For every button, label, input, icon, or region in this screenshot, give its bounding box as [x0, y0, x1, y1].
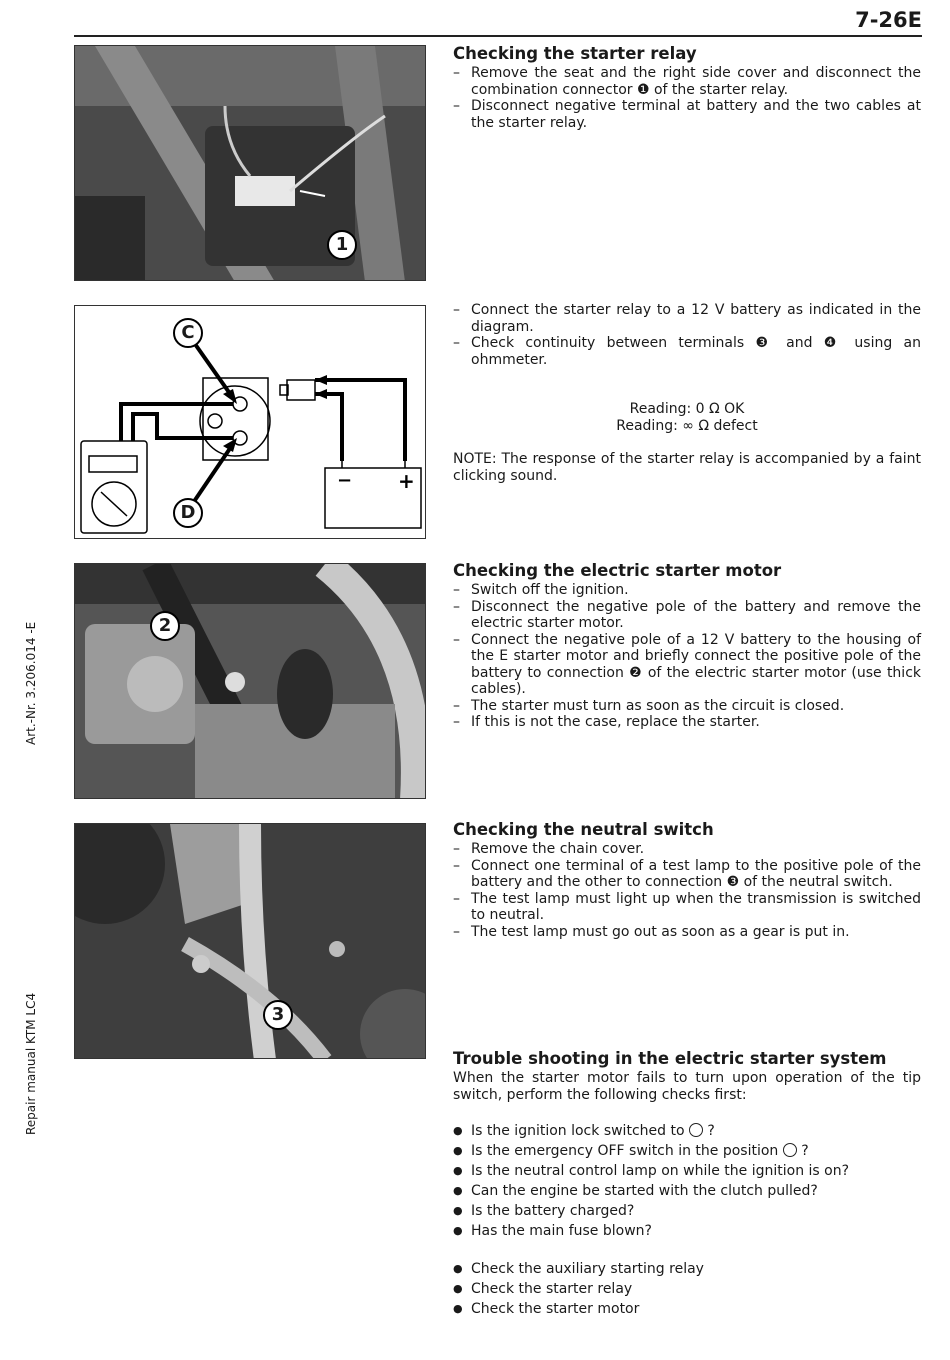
section-title: Checking the electric starter motor: [453, 561, 782, 580]
terminal-c-label: C: [173, 318, 203, 348]
minus-sign: −: [337, 470, 353, 491]
reading-defect: Reading: ∞ Ω defect: [616, 417, 758, 434]
step: – Check continuity between terminals ❸ and ❹ using an ohmmeter.: [453, 335, 921, 368]
callout-3: 3: [263, 1000, 293, 1030]
ignition-on-icon: [689, 1123, 703, 1137]
section-starter-motor: [453, 561, 921, 731]
check-item: ● Can the engine be started with the clutch pulled?: [453, 1183, 921, 1200]
top-rule: [74, 35, 922, 37]
section-title: Checking the starter relay: [453, 44, 697, 63]
check-item: ● Is the battery charged?: [453, 1203, 921, 1220]
step: – The starter must turn as soon as the circuit is closed.: [453, 698, 921, 715]
step: – Remove the seat and the right side cover and disconnect the combination connector ❶ of the starter relay.: [453, 65, 921, 98]
check-item: ● Is the neutral control lamp on while the ignition is on?: [453, 1163, 921, 1180]
terminal-d-label: D: [173, 498, 203, 528]
plus-sign: +: [398, 469, 415, 493]
step: – Switch off the ignition.: [453, 582, 921, 599]
manual-title: Repair manual KTM LC4: [24, 992, 38, 1135]
relay-wiring-diagram: [74, 305, 426, 539]
section-starter-relay: [453, 44, 921, 131]
section-trouble-shooting: [453, 1049, 921, 1321]
section-relay-test: [453, 302, 921, 484]
step: – The test lamp must go out as soon as a gear is put in.: [453, 924, 921, 941]
step: – Disconnect the negative pole of the battery and remove the electric starter motor.: [453, 599, 921, 632]
run-position-icon: [783, 1143, 797, 1157]
page-number: 7-26E: [855, 8, 922, 32]
reading-ok: Reading: 0 Ω OK: [629, 401, 745, 417]
further-check: ● Check the auxiliary starting relay: [453, 1261, 921, 1278]
section-title: Trouble shooting in the electric starter system: [453, 1049, 887, 1068]
step: – Remove the chain cover.: [453, 841, 921, 858]
further-check: ● Check the starter relay: [453, 1281, 921, 1298]
step: – Connect the starter relay to a 12 V battery as indicated in the diagram.: [453, 302, 921, 335]
step: – Connect the negative pole of a 12 V battery to the housing of the E starter motor and briefly connect the positive pole of the battery to connection ❷ of the electric starter motor (use thick cables).: [453, 632, 921, 698]
section-title: Checking the neutral switch: [453, 820, 714, 839]
check-item: ● Is the emergency OFF switch in the position ?: [453, 1143, 921, 1160]
callout-1: 1: [327, 230, 357, 260]
step: – Connect one terminal of a test lamp to the positive pole of the battery and the other to connection ❸ of the neutral switch.: [453, 858, 921, 891]
further-check: ● Check the starter motor: [453, 1301, 921, 1318]
starter-motor-photo: [74, 563, 426, 799]
section-neutral-switch: [453, 820, 921, 940]
article-number: Art.-Nr. 3.206.014 -E: [24, 621, 38, 745]
step: – Disconnect negative terminal at battery and the two cables at the starter relay.: [453, 98, 921, 131]
note: NOTE: The response of the starter relay is accompanied by a faint clicking sound.: [453, 451, 921, 484]
step: – The test lamp must light up when the transmission is switched to neutral.: [453, 891, 921, 924]
starter-relay-photo: [74, 45, 426, 281]
check-item: ● Has the main fuse blown?: [453, 1223, 921, 1240]
step: – If this is not the case, replace the starter.: [453, 714, 921, 731]
check-item: ● Is the ignition lock switched to ?: [453, 1123, 921, 1140]
callout-2: 2: [150, 611, 180, 641]
intro: When the starter motor fails to turn upon operation of the tip switch, perform the following checks first:: [453, 1070, 921, 1103]
neutral-switch-photo: [74, 823, 426, 1059]
